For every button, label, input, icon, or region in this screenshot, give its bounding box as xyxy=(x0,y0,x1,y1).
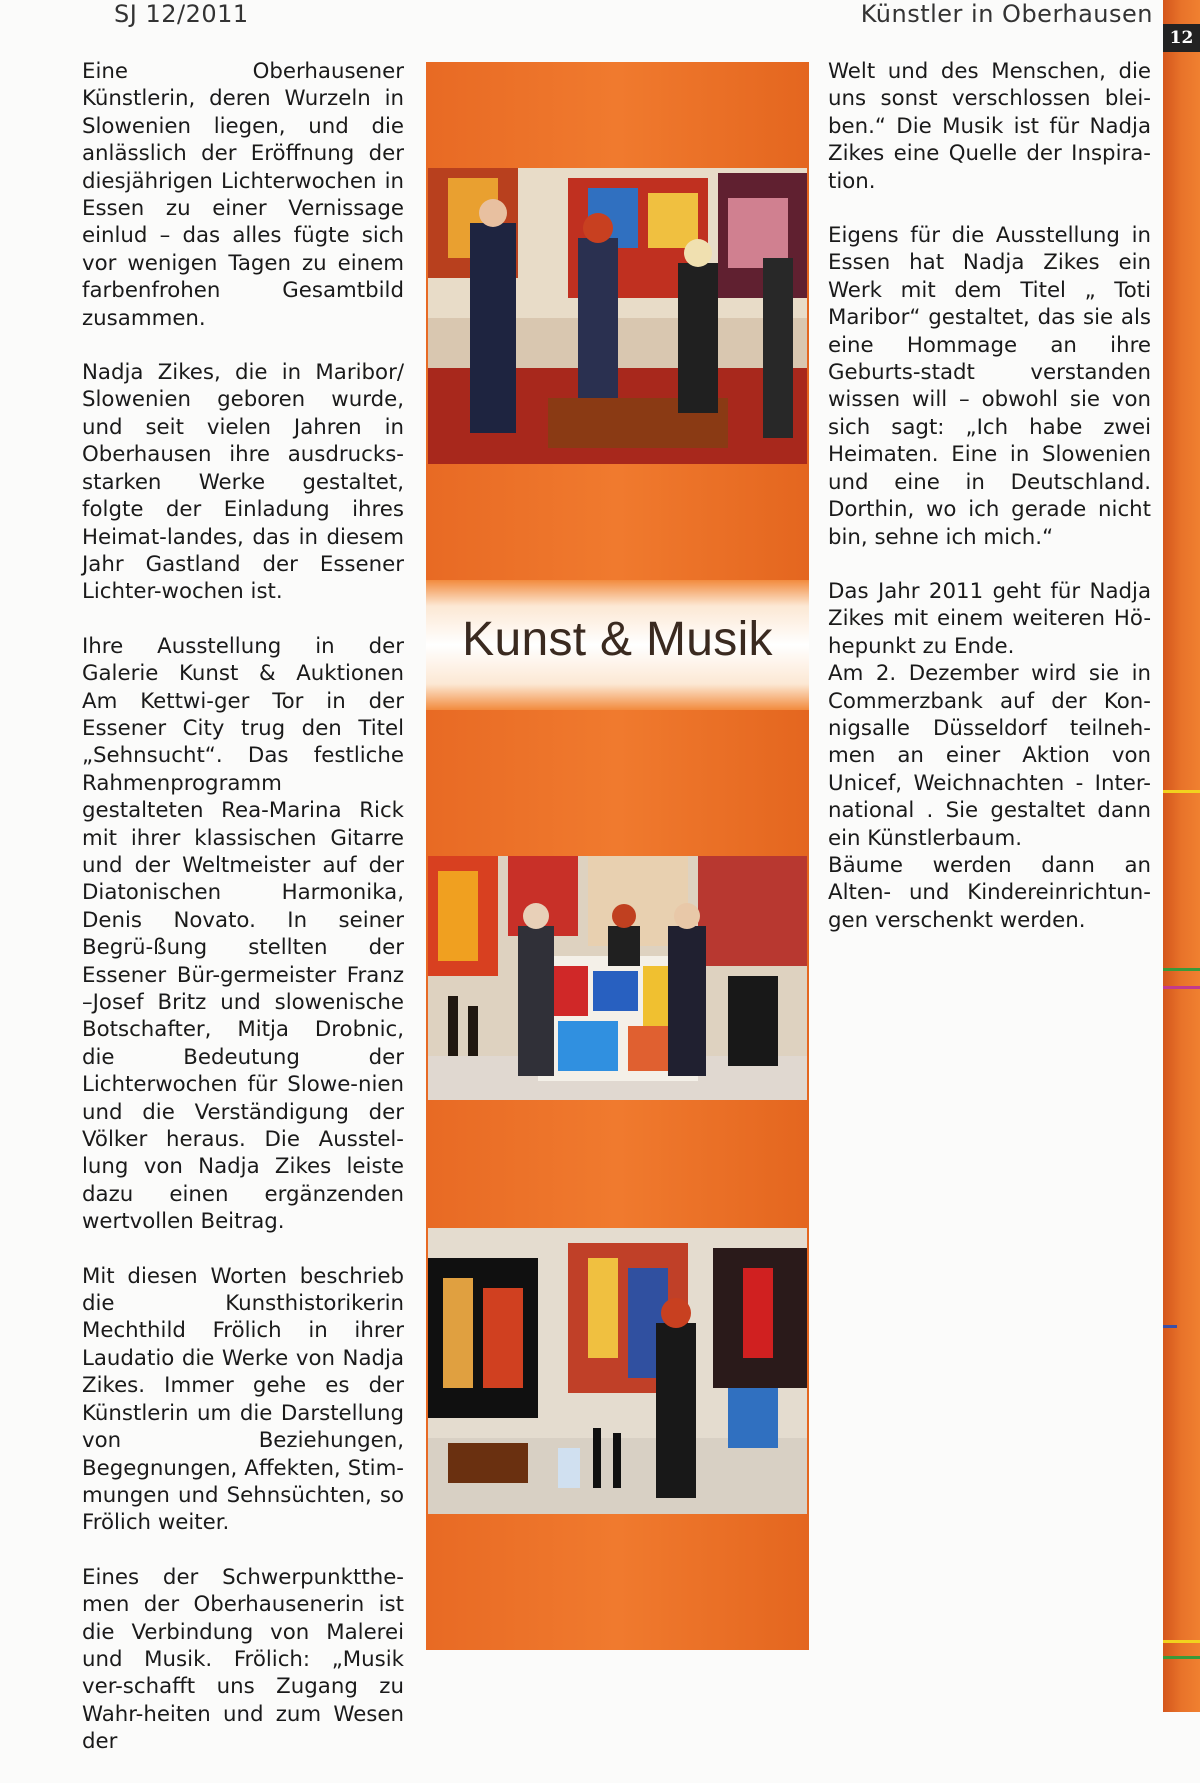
color-stripe xyxy=(1163,986,1200,989)
paragraph: Mit diesen Worten beschrieb die Kunsthistorikerin Mechthild Frölich in ihrer Laudatio die Werke von Nadja Zikes. Immer gehe es der Künstlerin um die Darstellung von Beziehungen, Begegnungen, Affekten, Stim-mungen und Sehnsüchten, so Frölich weiter. xyxy=(82,1263,404,1536)
color-stripe xyxy=(1163,968,1200,971)
paragraph: Eine Oberhausener Künstlerin, deren Wurzeln in Slowenien liegen, und die anlässlich der Eröffnung der diesjährigen Lichterwochen in Essen zu einer Vernissage einlud – das alles fügte sich vor wenigen Tagen zu einem farbenfrohen Gesamtbild zusammen. xyxy=(82,59,404,331)
page-edge-sidebar xyxy=(1163,0,1200,1712)
paragraph: Das Jahr 2011 geht für Nadja Zikes mit einem weiteren Hö-hepunkt zu Ende. xyxy=(828,578,1151,659)
paragraph: Eigens für die Ausstellung in Essen hat Nadja Zikes ein Werk mit dem Titel „ Toti Maribor“ gestaltet, das sie als eine Hommage an ihre Geburts-stadt verstanden wissen will – obwohl sie von sich sagt: „Ich habe zwei Heimaten. Eine in Slowenien und eine in Deutschland. Dorthin, wo ich gerade nicht bin, sehne ich mich.“ xyxy=(828,223,1151,550)
page-number-badge: 12 xyxy=(1163,24,1200,52)
paragraph: Am 2. Dezember wird sie in Commerzbank auf der Kon-nigsalle Düsseldorf teilneh-men an einer Aktion von Unicef, Weichnachten - Inter-national . Sie gestaltet dann ein Künstlerbaum. xyxy=(828,661,1151,851)
color-stripe xyxy=(1163,1640,1200,1643)
photo-painting-presentation xyxy=(428,856,807,1100)
paragraph: Eines der Schwerpunktthe-men der Oberhausenerin ist die Verbindung von Malerei und Musik. Frölich: „Musik ver-schafft uns Zugang zu Wahr-heiten und zum Wesen der xyxy=(82,1564,404,1755)
paragraph: Bäume werden dann an Alten- und Kindereinrichtun-gen verschenkt werden. xyxy=(828,852,1151,933)
paragraph: Ihre Ausstellung in der Galerie Kunst & Auktionen Am Kettwi-ger Tor in der Essener City trug den Titel „Sehnsucht“. Das festliche Rahmenprogramm gestalteten Rea-Marina Rick mit ihrer klassischen Gitarre und der Weltmeister auf der Diatonischen Harmonika, Denis Novato. In seiner Begrü-ßung stellten der Essener Bür-germeister Franz –Josef Britz und slowenische Botschafter, Mitja Drobnic, die Bedeutung der Lichterwochen für Slowe-nien und die Verständigung der Völker heraus. Die Ausstel-lung von Nadja Zikes leiste dazu einen ergänzenden wertvollen Beitrag. xyxy=(82,633,404,1235)
right-text-column xyxy=(828,58,1151,961)
color-stripe xyxy=(1163,1656,1200,1659)
section-title: Künstler in Oberhausen xyxy=(860,0,1153,28)
color-stripe xyxy=(1163,790,1200,793)
paragraph: Nadja Zikes, die in Maribor/ Slowenien geboren wurde, und seit vielen Jahren in Oberhausen ihre ausdrucks-starken Werke gestaltet, folgte der Einladung ihres Heimat-landes, das in diesem Jahr Gastland der Essener Lichter-wochen ist. xyxy=(82,360,404,605)
section-heading: Kunst & Musik xyxy=(462,613,773,666)
color-stripe xyxy=(1163,1325,1177,1328)
photo-artist-with-paintings xyxy=(428,1228,807,1514)
paragraph: Welt und des Menschen, die uns sonst verschlossen blei-ben.“ Die Musik ist für Nadja Zikes eine Quelle der Inspira-tion. xyxy=(828,59,1151,194)
left-text-column xyxy=(82,58,404,1783)
photo-opening-speech xyxy=(428,168,807,464)
issue-label: SJ 12/2011 xyxy=(114,0,249,28)
